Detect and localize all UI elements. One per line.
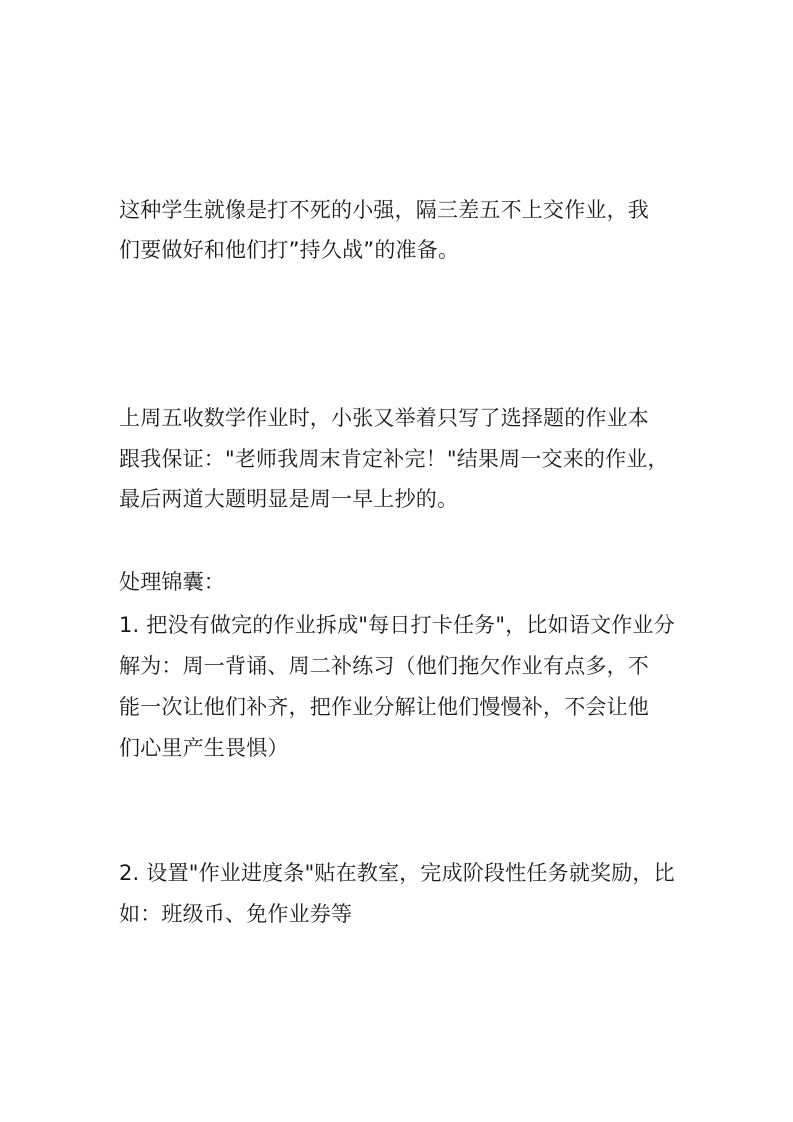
paragraph-2-line-1: 上周五收数学作业时，小张又举着只写了选择题的作业本 — [119, 406, 649, 430]
tip-1-line-1: 1. 把没有做完的作业拆成"每日打卡任务"，比如语文作业分 — [119, 613, 675, 637]
paragraph-1-line-2: 们要做好和他们打”持久战”的准备。 — [119, 238, 460, 262]
section-heading: 处理锦囊： — [119, 570, 225, 594]
paragraph-2-line-2: 跟我保证："老师我周末肯定补完！"结果周一交来的作业， — [119, 447, 669, 471]
tip-1-line-4: 们心里产生畏惧） — [119, 736, 289, 760]
tip-1-line-2: 解为：周一背诵、周二补练习（他们拖欠作业有点多，不 — [119, 654, 649, 678]
tip-2-line-1: 2. 设置"作业进度条"贴在教室，完成阶段性任务就奖励，比 — [119, 861, 675, 885]
tip-1-line-3: 能一次让他们补齐，把作业分解让他们慢慢补，不会让他 — [119, 695, 649, 719]
paragraph-2-line-3: 最后两道大题明显是周一早上抄的。 — [119, 487, 459, 511]
paragraph-1-line-1: 这种学生就像是打不死的小强，隔三差五不上交作业，我 — [119, 198, 649, 222]
tip-2-line-2: 如：班级币、免作业券等 — [119, 902, 353, 926]
